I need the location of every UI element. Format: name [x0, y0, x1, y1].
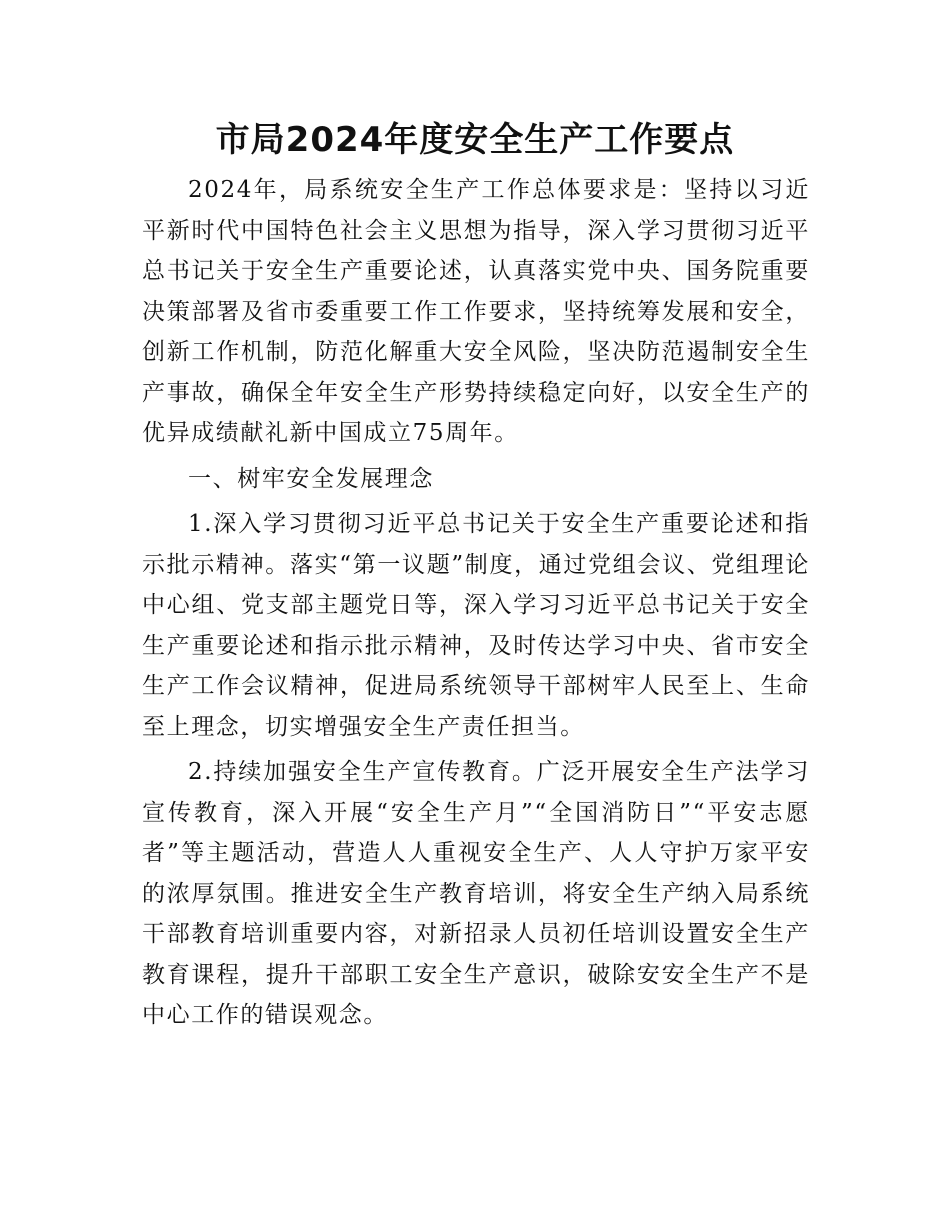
document-title: 市局2024年度安全生产工作要点: [215, 120, 735, 160]
document-body: [142, 170, 810, 1036]
item-paragraph-1: 1.深入学习贯彻习近平总书记关于安全生产重要论述和指示批示精神。落实“第一议题”制度，通过党组会议、党组理论中心组、党支部主题党日等，深入学习习近平总书记关于安全生产重要论述和指示批示精神，及时传达学习中央、省市安全生产工作会议精神，促进局系统领导干部树牢人民至上、生命至上理念，切实增强安全生产责任担当。: [142, 511, 810, 740]
intro-paragraph: 2024年，局系统安全生产工作总体要求是：坚持以习近平新时代中国特色社会主义思想为指导，深入学习贯彻习近平总书记关于安全生产重要论述，认真落实党中央、国务院重要决策部署及省市委重要工作工作要求，坚持统筹发展和安全，创新工作机制，防范化解重大安全风险，坚决防范遏制安全生产事故，确保全年安全生产形势持续稳定向好，以安全生产的优异成绩献礼新中国成立75周年。: [142, 177, 810, 446]
item-paragraph-2: 2.持续加强安全生产宣传教育。广泛开展安全生产法学习宣传教育，深入开展“安全生产月”“全国消防日”“平安志愿者”等主题活动，营造人人重视安全生产、人人守护万家平安的浓厚氛围。推进安全生产教育培训，将安全生产纳入局系统干部教育培训重要内容，对新招录人员初任培训设置安全生产教育课程，提升干部职工安全生产意识，破除安安全生产不是中心工作的错误观念。: [142, 759, 810, 1028]
section-heading-1: 一、树牢安全发展理念: [188, 465, 434, 492]
